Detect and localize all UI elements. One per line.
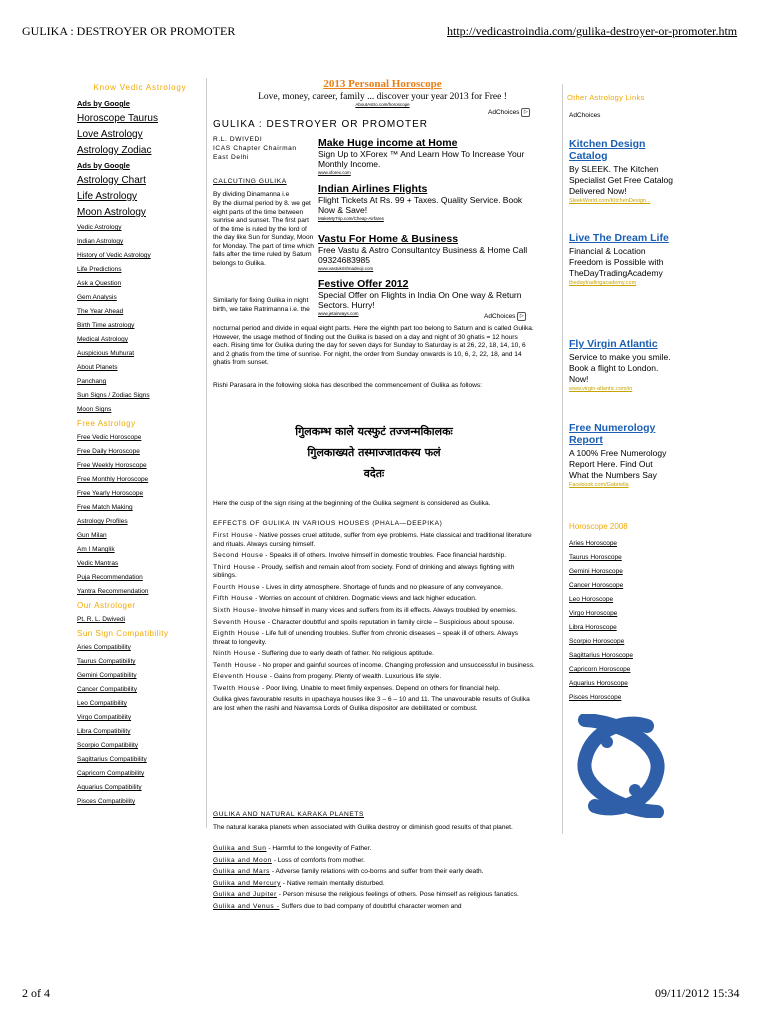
print-header-title: GULIKA : DESTROYER OR PROMOTER: [22, 24, 236, 38]
ads-by-google-label[interactable]: Ads by Google: [77, 99, 130, 108]
house-name: Eighth House: [213, 630, 260, 638]
house-effect: [213, 584, 535, 593]
sidebar-link[interactable]: About Planets: [77, 364, 118, 371]
sidebar-link[interactable]: Indian Astrology: [77, 238, 124, 245]
google-ad-label: Love Astrology: [77, 129, 143, 140]
house-name: Seventh House: [213, 618, 266, 626]
sidebar-link[interactable]: Puja Recommendation: [77, 574, 143, 581]
karaka-name[interactable]: Gulika and Jupiter: [213, 891, 277, 899]
house-text: - Proudy, selfish and remain aloof from society. Fond of drinking and always fighting with siblings.: [213, 563, 515, 580]
mid-ad[interactable]: [318, 183, 528, 222]
sidebar-link[interactable]: Life Predictions: [77, 266, 122, 273]
house-effect: [213, 685, 535, 694]
house-text: - Gains from progeny. Plenty of wealth. Luxurious life style.: [267, 673, 442, 681]
google-ad-link[interactable]: [74, 143, 206, 159]
karaka-name[interactable]: Gulika and Moon: [213, 856, 272, 864]
mid-ad-title[interactable]: Indian Airlines Flights: [318, 183, 428, 195]
mid-ad-desc: Sign Up to XForex ™ And Learn How To Increase Your Monthly Income.: [318, 149, 525, 169]
house-effect: [213, 673, 535, 682]
mid-ad[interactable]: [318, 137, 528, 176]
sidebar-link[interactable]: Leo Compatibility: [77, 700, 127, 707]
right-ad-desc: By SLEEK. The Kitchen Specialist Get Free Catalog Delivered Now!: [569, 164, 673, 196]
house-text: - Life full of unending troubles. Suffer from chronic diseases – speak ill of others. Always threat to longevity.: [213, 630, 519, 646]
horoscope-link[interactable]: Aries Horoscope: [569, 540, 618, 547]
calc-heading: CALCUTING GULIKA: [213, 178, 287, 185]
sidebar-link[interactable]: Aries Compatibility: [77, 644, 131, 651]
sidebar-link[interactable]: History of Vedic Astrology: [77, 252, 151, 259]
house-name: Twelth House: [213, 684, 261, 692]
sidebar-link[interactable]: Pisces Compatibility: [77, 798, 136, 805]
sidebar-link[interactable]: Free Match Making: [77, 504, 133, 511]
google-ad-label: Life Astrology: [77, 191, 138, 202]
right-sidebar: [562, 84, 675, 834]
right-ad-title[interactable]: Free Numerology Report: [569, 422, 656, 446]
sidebar-link[interactable]: Libra Compatibility: [77, 728, 131, 735]
horoscope-link[interactable]: Libra Horoscope: [569, 624, 617, 631]
google-ad-label: Moon Astrology: [77, 207, 146, 218]
horoscope-link[interactable]: Leo Horoscope: [569, 596, 614, 603]
house-text: - Worries on account of children. Dogmatic views and lack higher education.: [253, 595, 477, 603]
sidebar-link[interactable]: Vedic Mantras: [77, 560, 119, 567]
karaka-item: [213, 891, 535, 900]
free-astrology-heading: Free Astrology: [77, 419, 136, 428]
house-text: - Lives in dirty atmosphere. Shortage of funds and no pleasure of any conveyance.: [260, 583, 503, 591]
sidebar-link[interactable]: Free Monthly Horoscope: [77, 476, 149, 483]
sidebar-link[interactable]: Gem Analysis: [77, 294, 117, 301]
mid-ad-desc: Flight Tickets At Rs. 99 + Taxes. Quality Service. Book Now & Save!: [318, 195, 523, 215]
sidebar-link[interactable]: Taurus Compatibility: [77, 658, 136, 665]
horoscope-link[interactable]: Aquarius Horoscope: [569, 680, 628, 687]
karaka-item: [213, 857, 535, 866]
banner-subtitle: Love, money, career, family ... discover your year 2013 for Free !: [258, 92, 507, 102]
sloka-line-1: गुिलकम्भ काले यत्स्फुटं तज्जन्मकािलकः: [295, 425, 453, 438]
google-ad-link[interactable]: [74, 111, 206, 127]
right-ad[interactable]: [569, 232, 673, 287]
horoscope-link[interactable]: Pisces Horoscope: [569, 694, 622, 701]
mid-ad-url[interactable]: www.vastukrishnadeoji.com: [318, 266, 374, 271]
right-ad-title[interactable]: Live The Dream Life: [569, 232, 669, 244]
house-text: - Native posses cruel attitude, suffer from eye problems. Hate classical and traditional literature and rituals. Always cursing himself.: [213, 532, 532, 548]
right-ad-desc: Service to make you smile. Book a flight to London. Now!: [569, 352, 671, 384]
karaka-name[interactable]: Gulika and Mercury: [213, 879, 281, 887]
pisces-symbol-icon: [571, 714, 671, 818]
sidebar-link[interactable]: Ask a Question: [77, 280, 122, 287]
google-ad-label: Horoscope Taurus: [77, 113, 158, 124]
rishi-para: Rishi Parasara in the following sloka has described the commencement of Gulika as follows:: [213, 382, 483, 389]
horoscope-link[interactable]: Scorpio Horoscope: [569, 638, 625, 645]
mid-ad[interactable]: [318, 233, 528, 272]
sidebar-link[interactable]: Capricorn Compatibility: [77, 770, 145, 777]
house-effect: [213, 662, 535, 671]
sidebar-link[interactable]: Moon Signs: [77, 406, 112, 413]
sloka-line-3: वदेतः: [363, 467, 385, 480]
banner-title[interactable]: 2013 Personal Horoscope: [323, 78, 442, 90]
sidebar-link[interactable]: Medical Astrology: [77, 336, 128, 343]
other-links-heading: Other Astrology Links: [567, 93, 645, 102]
sidebar-link[interactable]: Birth Time astrology: [77, 322, 135, 329]
house-name: Sixth House: [213, 606, 256, 614]
mid-ad-title[interactable]: Make Huge income at Home: [318, 137, 458, 149]
narrow-para-2: Similarly for fixing Gulika in night birth, we take Ratrimanna i.e. the: [213, 297, 310, 313]
google-ad-link[interactable]: [74, 173, 206, 189]
mid-adchoices[interactable]: AdChoices ▷: [484, 312, 526, 321]
print-footer-datetime: 09/11/2012 15:34: [655, 986, 740, 1000]
sidebar-link[interactable]: Gemini Compatibility: [77, 672, 137, 679]
karaka-name[interactable]: Gulika and Mars: [213, 868, 271, 876]
adchoices-icon: ▷: [521, 108, 530, 117]
karaka-item: [213, 868, 535, 877]
karaka-text: - Adverse family relations with co-borns and suffer from their early death.: [270, 868, 484, 876]
house-text: - Character doubtful and spoils reputation in family circle – Suspicious about spouse.: [265, 618, 515, 626]
sidebar-link[interactable]: Scorpio Compatibility: [77, 742, 139, 749]
right-ad-url[interactable]: Facebook.com/Gabriella: [569, 482, 629, 488]
astrologer-link[interactable]: Pt. R. L. Dwivedi: [77, 616, 126, 623]
house-effect: [213, 552, 535, 561]
karaka-text: - Harmful to the longevity of Father.: [266, 845, 372, 852]
author-location: East Delhi: [213, 154, 250, 161]
horoscope-link[interactable]: Capricorn Horoscope: [569, 666, 631, 673]
house-effect: [213, 630, 535, 647]
mid-ad-desc: Free Vastu & Astro Consultantcy Business & Home Call 09324683985: [318, 245, 528, 265]
favour-para: Gulika gives favourable results in upachaya houses like 3 – 6 – 10 and 11. The unavourable results of Gulika are lost when the rashi and Navamsa Lords of Gulika dispositor are debilitated or combust.: [213, 696, 530, 712]
cusp-para: Here the cusp of the sign rising at the beginning of the Gulika segment is considered as Gulika.: [213, 500, 491, 507]
sidebar-link[interactable]: Sagittarius Compatibility: [77, 756, 147, 763]
house-effect: [213, 650, 535, 659]
karaka-text: - Person misuse the religious feelings of others. Pose himself as religious fanatics.: [276, 891, 519, 899]
mid-ad-url[interactable]: MakeMyTrip.com/Cheap-Airfares: [318, 216, 384, 221]
house-text: - Involve himself in many vices and suffers from its ill effects. Always troubled by enemies.: [255, 606, 517, 614]
ads-by-google-label[interactable]: Ads by Google: [77, 161, 130, 170]
sidebar-link[interactable]: Sun Signs / Zodiac Signs: [77, 392, 150, 399]
horoscope-link[interactable]: Sagittarius Horoscope: [569, 652, 633, 659]
house-name: First House: [213, 532, 254, 539]
print-header-url[interactable]: http://vedicastroindia.com/gulika-destroyer-or-promoter.htm: [447, 24, 738, 38]
google-ad-label: Astrology Zodiac: [77, 145, 152, 156]
karaka-heading: GULIKA AND NATURAL KARAKA PLANETS: [213, 811, 364, 818]
right-ad[interactable]: [569, 338, 673, 393]
author-name: R.L. DWIVEDI: [213, 136, 263, 143]
wide-para: nocturnal period and divide in equal eight parts. Here the eighth part too belong to Saturn and is called Gulika. However, the usage method of finding out the Gulika is based on a day and night of 30 ghatis = 12 hours each. Rising time for Gulika during the day for seven days for Sunday to Saturday is at 26, 22, 18, 14, 10, 6 and 2 ghatis from the time of sunrise. For night, the order from Sunday onwards is 10, 6, 2, 22, 18, and 14 ghatis from sunset.: [213, 325, 534, 367]
house-text: - Poor living. Unable to meet fimily expenses. Depend on others for financial help.: [260, 684, 500, 692]
sidebar-link[interactable]: Yantra Recommendation: [77, 588, 149, 595]
house-effect: [213, 619, 535, 628]
right-ad-url[interactable]: SleekWorld.com/KitchenDesign...: [569, 198, 651, 204]
article-title: GULIKA : DESTROYER OR PROMOTER: [213, 119, 429, 130]
author-role: ICAS Chapter Chairman: [213, 145, 297, 152]
right-ad-url[interactable]: thedaytradingacademy.com: [569, 280, 637, 286]
karaka-para: The natural karaka planets when associated with Gulika destroy or diminish good results of that planet.: [213, 824, 513, 831]
adchoices-icon: ▷: [517, 312, 526, 321]
house-name: Third House: [213, 563, 256, 571]
google-ad-link[interactable]: [74, 189, 206, 205]
house-text: - Speaks ill of others. Involve himself in domestic troubles. Face financial hardship.: [263, 552, 507, 560]
right-ad-desc: Financial & Location Freedom is Possible with TheDayTradingAcademy: [569, 246, 664, 278]
karaka-text: - Loss of comforts from mother.: [271, 856, 365, 864]
google-ad-link[interactable]: [74, 127, 206, 143]
horoscope-2008-heading: Horoscope 2008: [569, 522, 628, 531]
mid-ad-title[interactable]: Festive Offer 2012: [318, 278, 409, 290]
mid-ad-desc: Special Offer on Flights in India On One way & Return Sectors. Hurry!: [318, 290, 522, 310]
house-text: - Suffering due to early death of father. No religious aptitude.: [255, 650, 434, 658]
mid-ad-url[interactable]: www.jetairways.com: [318, 311, 359, 316]
horoscope-link[interactable]: Virgo Horoscope: [569, 610, 618, 617]
banner-adchoices[interactable]: AdChoices ▷: [488, 108, 530, 117]
karaka-item: [213, 845, 535, 854]
houses-list: [213, 532, 535, 714]
horoscope-link[interactable]: Cancer Horoscope: [569, 582, 624, 589]
sidebar-link[interactable]: Gun Milan: [77, 532, 107, 539]
narrow-para-1: By dividing Dinamanna i.e: [213, 191, 290, 198]
narrow-para: By the diurnal period by 8. we get eight parts of the time between sunrise and sunset. The first part of the time is ruled by the lord of the day like Sun for Sunday, Moon for Monday. The part of time which falls after the time ruled by Saturn belongs to Gulika.: [213, 200, 314, 267]
right-ad[interactable]: [569, 138, 673, 205]
effects-heading: EFFECTS OF GULIKA IN VARIOUS HOUSES (PHALA—DEEPIKA): [213, 520, 443, 527]
sidebar-link[interactable]: Auspicious Muhurat: [77, 350, 135, 357]
horoscope-banner-ad[interactable]: [210, 78, 555, 107]
horoscope-link[interactable]: Taurus Horoscope: [569, 554, 622, 561]
sidebar-link[interactable]: Free Daily Horoscope: [77, 448, 140, 455]
mid-ad-title[interactable]: Vastu For Home & Business: [318, 233, 459, 245]
sidebar-link[interactable]: Astrology Profiles: [77, 518, 128, 525]
sidebar-link[interactable]: Aquarius Compatibility: [77, 784, 142, 791]
sun-sign-compat-heading: Sun Sign Compatibility: [77, 629, 169, 638]
right-adchoices[interactable]: AdChoices: [569, 112, 601, 119]
sidebar-link[interactable]: The Year Ahead: [77, 308, 124, 315]
sloka-line-2: गुिलकाख्यते तस्माज्जातकस्य फलं: [307, 446, 441, 459]
house-name: Tenth House: [213, 661, 257, 669]
sidebar-link[interactable]: Vedic Astrology: [77, 224, 122, 231]
right-ad[interactable]: [569, 422, 673, 489]
google-ad-link[interactable]: [74, 205, 206, 221]
house-name: Eleventh House: [213, 673, 268, 681]
google-ad-label: Astrology Chart: [77, 175, 146, 186]
our-astrologer-heading: Our Astrologer: [77, 601, 136, 610]
karaka-item: [213, 903, 535, 912]
karaka-text: Suffers due to bad company of doubtful character women and: [279, 902, 462, 910]
house-effect: [213, 532, 535, 549]
sidebar-link[interactable]: Am I Manglik: [77, 546, 115, 553]
left-sidebar: [74, 78, 207, 828]
sidebar-link[interactable]: Cancer Compatibility: [77, 686, 137, 693]
house-effect: [213, 595, 535, 604]
right-ad-desc: A 100% Free Numerology Report Here. Find Out What the Numbers Say: [569, 448, 667, 480]
print-footer-page: 2 of 4: [22, 986, 50, 1000]
mid-ad-url[interactable]: www.xforex.com: [318, 170, 351, 175]
house-effect: [213, 564, 535, 581]
house-text: - No proper and gainful sources of income. Changing profession and unsuccessful in business.: [256, 661, 535, 669]
house-name: Ninth House: [213, 650, 256, 658]
sidebar-link[interactable]: Virgo Compatibility: [77, 714, 132, 721]
know-vedic-heading: Know Vedic Astrology: [93, 83, 187, 92]
sidebar-link[interactable]: Free Weekly Horoscope: [77, 462, 147, 469]
banner-url[interactable]: AboutAstro.com/horoscope: [355, 102, 410, 107]
sidebar-link[interactable]: Panchang: [77, 378, 107, 385]
house-name: Second House: [213, 552, 264, 560]
karaka-text: - Native remain mentally disturbed.: [280, 879, 385, 887]
right-ad-title[interactable]: Kitchen Design Catalog: [569, 138, 646, 162]
karaka-list: [213, 845, 535, 914]
karaka-name[interactable]: Gulika and Sun: [213, 845, 267, 852]
right-ad-title[interactable]: Fly Virgin Atlantic: [569, 338, 658, 350]
right-ad-url[interactable]: www.virgin-atlantic.com/in: [569, 386, 633, 392]
karaka-item: [213, 880, 535, 889]
horoscope-link[interactable]: Gemini Horoscope: [569, 568, 623, 575]
sidebar-link[interactable]: Free Yearly Horoscope: [77, 490, 144, 497]
house-effect: [213, 607, 535, 616]
house-name: Fourth House: [213, 583, 261, 591]
sidebar-link[interactable]: Free Vedic Horoscope: [77, 434, 142, 441]
house-name: Fifth House: [213, 595, 254, 603]
karaka-name[interactable]: Gulika and Venus -: [213, 902, 280, 910]
